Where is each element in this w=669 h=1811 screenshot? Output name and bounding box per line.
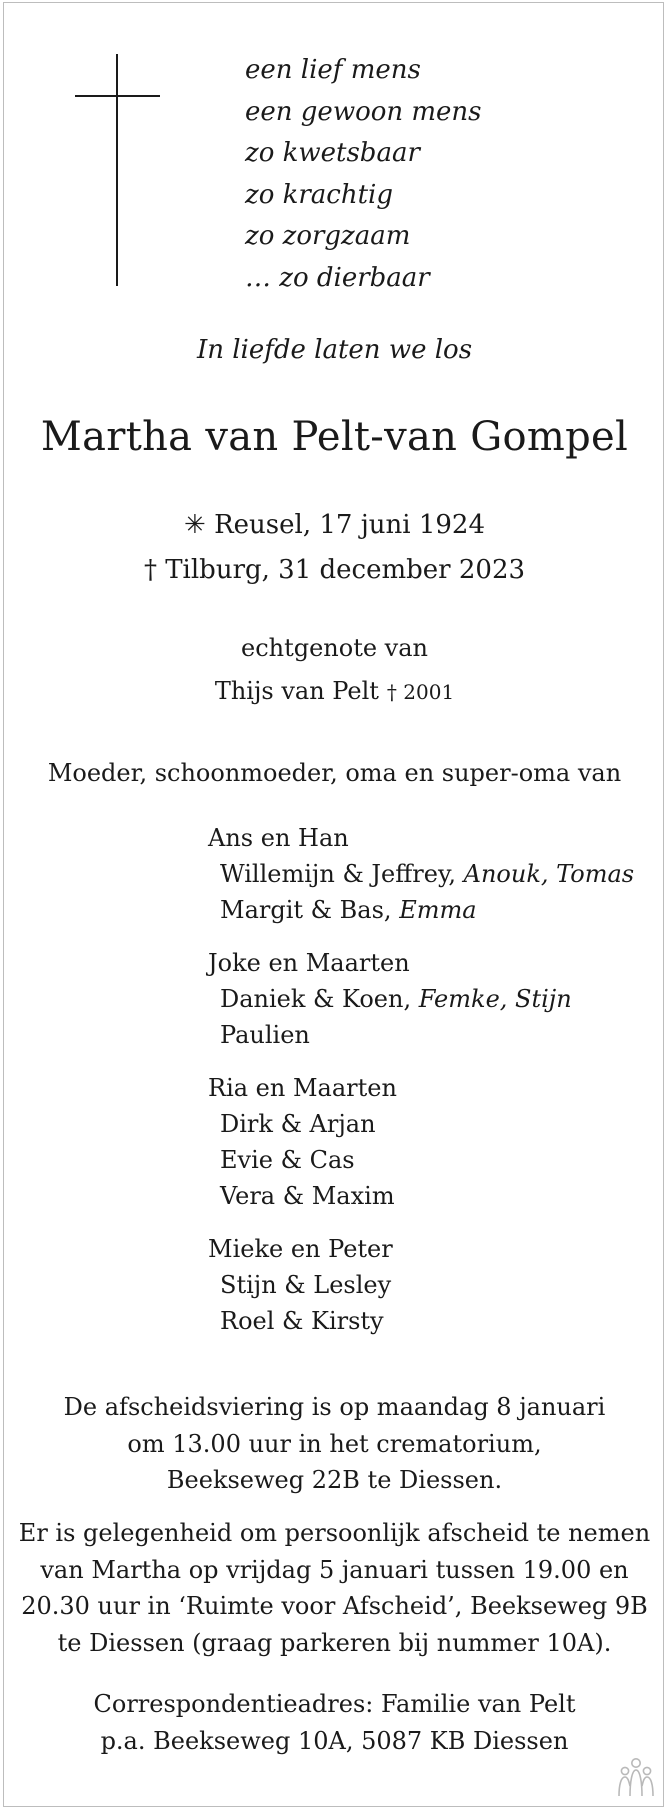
great-grandchildren: Femke, Stijn xyxy=(418,985,572,1013)
service-info xyxy=(0,1389,669,1499)
poem-line: zo krachtig xyxy=(245,179,394,210)
motto: In liefde laten we los xyxy=(196,335,473,365)
grandchild-line: Paulien xyxy=(220,1021,310,1049)
service-line: De afscheidsviering is op maandag 8 januari xyxy=(63,1393,606,1421)
great-grandchildren: Anouk, Tomas xyxy=(463,860,635,888)
birth-line xyxy=(0,510,669,540)
poem xyxy=(245,50,482,299)
family-group xyxy=(208,945,634,1053)
grandchild-line: Margit & Bas, Emma xyxy=(220,896,477,924)
grandchild-line: Vera & Maxim xyxy=(220,1182,395,1210)
spouse-name: Thijs van Pelt xyxy=(214,677,379,705)
service-line: Beekseweg 22B te Diessen. xyxy=(166,1466,503,1494)
poem-line: zo kwetsbaar xyxy=(245,138,420,168)
visitation-info xyxy=(0,1515,669,1661)
spouse-death: † 2001 xyxy=(386,680,455,704)
visitation-line: 20.30 uur in ‘Ruimte voor Afscheid’, Beekseweg 9B xyxy=(21,1592,648,1620)
visitation-line: van Martha op vrijdag 5 januari tussen 19.00 en xyxy=(40,1555,629,1584)
deceased-name: Martha van Pelt-van Gompel xyxy=(40,414,629,460)
great-grandchildren: Emma xyxy=(399,896,477,924)
family-group xyxy=(208,1231,634,1339)
death-details: Tilburg, 31 december 2023 xyxy=(165,555,526,585)
address-line: Correspondentieadres: Familie van Pelt xyxy=(93,1690,576,1718)
visitation-line: Er is gelegenheid om persoonlijk afscheid te nemen xyxy=(18,1519,651,1547)
family-group xyxy=(208,820,634,928)
visitation-line: te Diessen (graag parkeren bij nummer 10A). xyxy=(57,1628,612,1657)
grandchild-line: Dirk & Arjan xyxy=(220,1110,376,1138)
family-parents: Joke en Maarten xyxy=(208,949,410,977)
family-list xyxy=(208,820,634,1356)
poem-line: zo zorgzaam xyxy=(245,221,411,251)
people-group-logo-icon xyxy=(614,1756,658,1800)
poem-line: een lief mens xyxy=(245,55,421,85)
family-parents: Mieke en Peter xyxy=(208,1235,393,1263)
grandchild-line: Roel & Kirsty xyxy=(220,1307,384,1335)
birth-star-icon: ✳ xyxy=(184,510,206,540)
correspondence-address xyxy=(0,1686,669,1759)
poem-line: … zo dierbaar xyxy=(245,262,430,293)
grandchild-line: Stijn & Lesley xyxy=(220,1271,392,1299)
grandchild-line: Willemijn & Jeffrey, Anouk, Tomas xyxy=(220,860,635,888)
service-line: om 13.00 uur in het crematorium, xyxy=(127,1429,542,1458)
spouse-intro: echtgenote van xyxy=(240,634,429,662)
family-parents: Ria en Maarten xyxy=(208,1074,397,1102)
relation-line: Moeder, schoonmoeder, oma en super-oma van xyxy=(47,759,622,787)
birth-details: Reusel, 17 juni 1924 xyxy=(214,510,485,540)
poem-line: een gewoon mens xyxy=(245,96,482,127)
address-line: p.a. Beekseweg 10A, 5087 KB Diessen xyxy=(100,1726,569,1755)
spouse-line xyxy=(0,677,669,705)
grandchild-line: Daniek & Koen, Femke, Stijn xyxy=(220,985,572,1013)
family-group xyxy=(208,1070,634,1214)
family-parents: Ans en Han xyxy=(208,824,349,852)
grandchild-line: Evie & Cas xyxy=(220,1146,355,1174)
death-line xyxy=(0,555,669,585)
death-cross-icon: † xyxy=(143,555,157,585)
